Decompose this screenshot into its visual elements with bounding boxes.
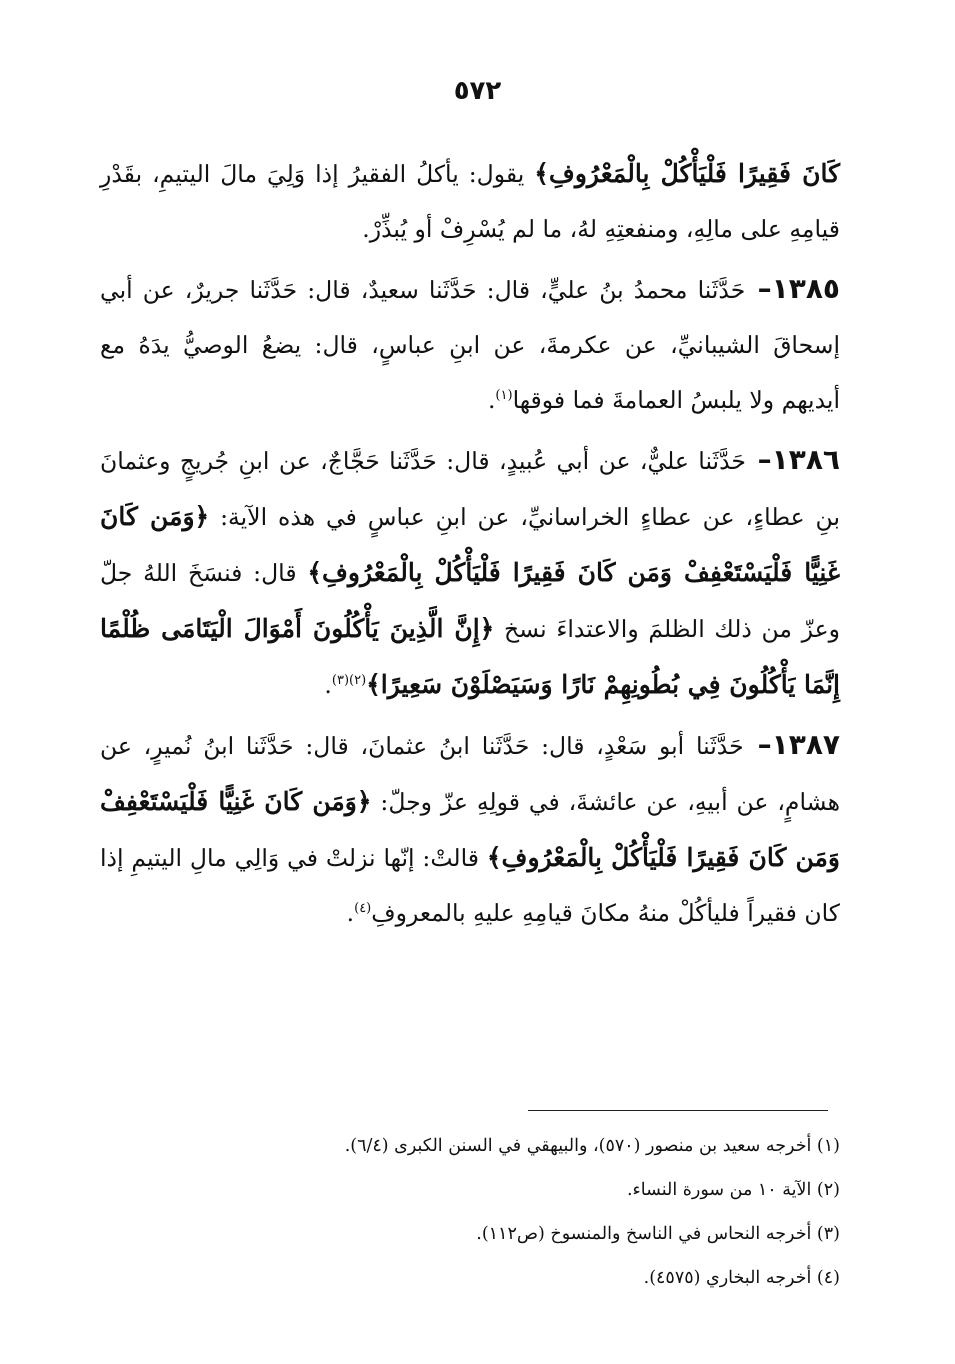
quran-verse: ﴿وَمَن كَانَ غَنِيًّا فَلْيَسْتَعْفِفْ وَمَن كَانَ فَقِيرًا فَلْيَأْكُلْ بِالْمَعْرُوفِ﴾ (100, 502, 840, 587)
hadith-text: حَدَّثَنا عليٌّ، عن أبي عُبيدٍ، قال: حَدَّثَنا حَجَّاجٌ، عن ابنِ جُريجٍ وعثمانَ بنِ عطاءٍ، عن عطاءٍ الخراسانيِّ، عن ابنِ عباسٍ في هذه الآية: (100, 447, 840, 531)
main-text (100, 146, 840, 945)
quran-verse: كَانَ فَقِيرًا فَلْيَأْكُلْ بِالْمَعْرُوفِ﴾ (534, 159, 840, 188)
hadith-1387 (100, 717, 840, 941)
footnote-ref: (٢)(٣) (331, 673, 367, 689)
hadith-text: قالتْ: إنّها نزلتْ في وَالِي مالِ اليتيمِ إذا كان فقيراً فليأكُلْ منهُ مكانَ قيامِهِ عليهِ بالمعروفِ (100, 844, 840, 927)
footnote-ref: (١) (495, 388, 513, 404)
hadith-text: حَدَّثَنا محمدُ بنُ عليٍّ، قال: حَدَّثَنا سعيدٌ، قال: حَدَّثَنا جريرٌ، عن أبي إسحاقَ الشيبانيِّ، عن عكرمةَ، عن ابنِ عباسٍ، قال: يضعُ الوصيُّ يدَهُ مع أيديهم ولا يلبسُ العمامةَ فما فوقها (100, 276, 840, 414)
page-number: ٥٧٢ (453, 76, 502, 106)
paragraph-continuation (100, 146, 840, 257)
paragraph-text: يقول: يأكلُ الفقيرُ إذا وَلِيَ مالَ اليتيمِ، بقَدْرِ قيامِهِ على مالِهِ، ومنفعتِهِ لهُ، ما لم يُسْرِفْ أو يُبذِّرْ. (100, 160, 840, 243)
footnote-4: (٤) أخرجه البخاري (٤٥٧٥). (643, 1268, 840, 1288)
sentence-end: . (324, 671, 332, 699)
hadith-number: ١٣٨٧ (771, 728, 841, 761)
hadith-text: حَدَّثَنا أبو سَعْدٍ، قال: حَدَّثَنا ابنُ عثمانَ، قال: حَدَّثَنا ابنُ نُميرٍ، عن هشامٍ، عن أبيهِ، عن عائشةَ، في قولِهِ عزّ وجلّ: (100, 732, 841, 816)
footnote-1: (١) أخرجه سعيد بن منصور (٥٧٠)، والبيهقي في السنن الكبرى (٦/٤). (344, 1136, 840, 1156)
quran-verse: ﴿إِنَّ الَّذِينَ يَأْكُلُونَ أَمْوَالَ الْيَتَامَى ظُلْمًا إِنَّمَا يَأْكُلُونَ فِي بُطُونِهِمْ نَارًا وَسَيَصْلَوْنَ سَعِيرًا﴾ (100, 614, 840, 699)
footnote-2: (٢) الآية ١٠ من سورة النساء. (626, 1180, 840, 1200)
hadith-dash: – (745, 443, 772, 476)
footnote-divider (528, 1110, 828, 1111)
quran-verse: ﴿وَمَن كَانَ غَنِيًّا فَلْيَسْتَعْفِفْ وَمَن كَانَ فَقِيرًا فَلْيَأْكُلْ بِالْمَعْرُوفِ﴾ (100, 787, 840, 872)
hadith-1385 (100, 261, 840, 428)
hadith-text: قال: فنسَخَ اللهُ جلّ وعزّ من ذلك الظلمَ والاعتداءَ نسخ (100, 559, 841, 643)
footnotes (100, 1124, 840, 1300)
hadith-1386 (100, 432, 840, 713)
hadith-number: ١٣٨٦ (771, 443, 840, 476)
hadith-dash: – (745, 272, 772, 305)
hadith-number: ١٣٨٥ (771, 272, 840, 305)
sentence-end: . (487, 386, 496, 414)
sentence-end: . (346, 899, 355, 927)
footnote-ref: (٤) (354, 901, 372, 917)
footnote-3: (٣) أخرجه النحاس في الناسخ والمنسوخ (ص١١٢). (476, 1224, 840, 1244)
hadith-dash: – (743, 728, 772, 761)
